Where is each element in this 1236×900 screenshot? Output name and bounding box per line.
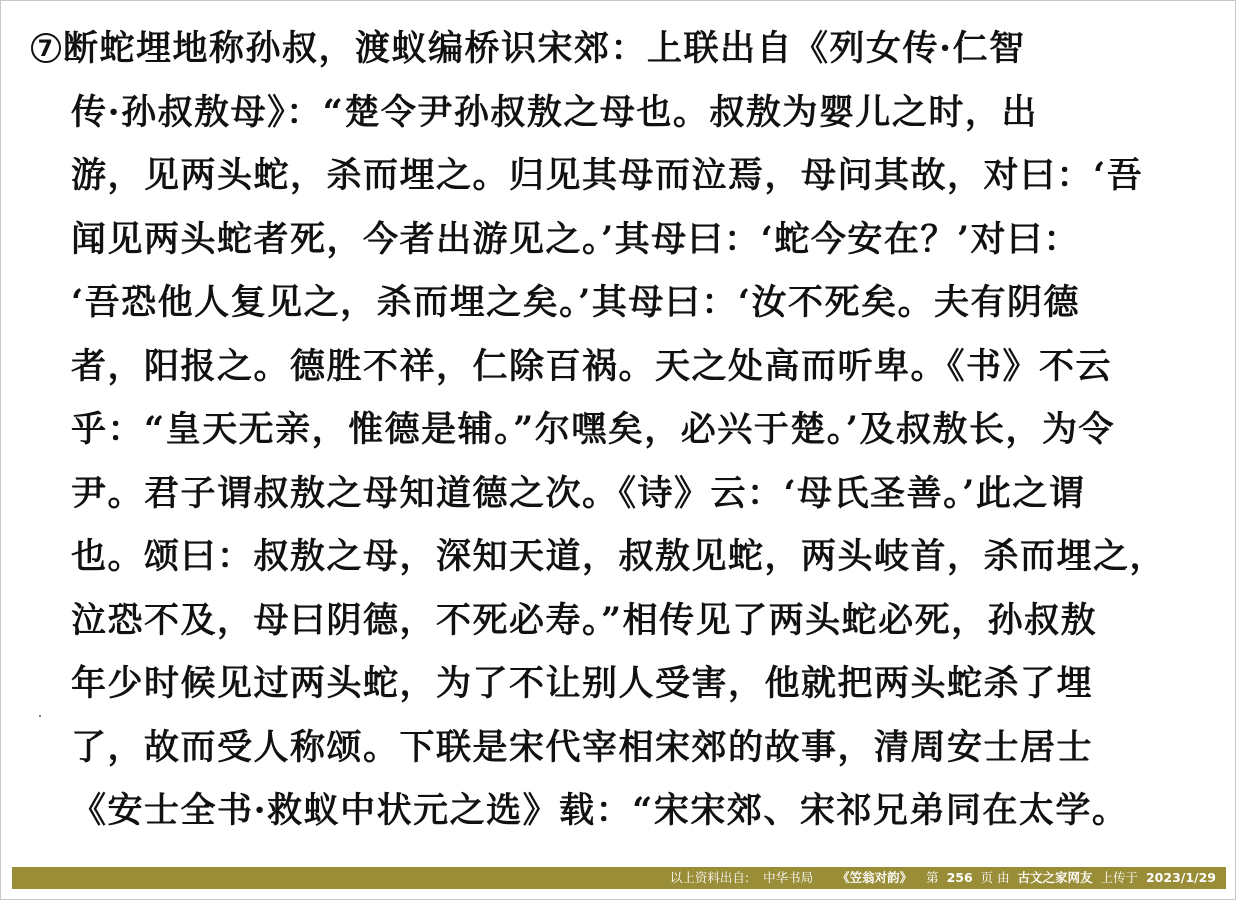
text-line-2: 传·孙叔敖母》：“楚令尹孙叔敖之母也。叔敖为婴儿之时，出 bbox=[71, 91, 1038, 133]
text-line-7: 乎：“皇天无亲，惟德是辅。”尔嘿矣，必兴于楚。’及叔敖长，为令 bbox=[71, 409, 1115, 450]
text-line-3: 游，见两头蛇，杀而埋之。归见其母而泣焉，母问其故，对曰：‘吾 bbox=[71, 155, 1144, 196]
text-line-4: 闻见两头蛇者死，今者出游见之。’其母曰：‘蛇今安在？’对曰： bbox=[71, 218, 1081, 260]
text-line-11: 年少时候见过两头蛇，为了不让别人受害，他就把两头蛇杀了埋 bbox=[71, 663, 1094, 704]
source-book: 《笠翁对韵》 bbox=[837, 870, 913, 885]
text-line-10: 泣恐不及，母曰阴德，不死必寿。”相传见了两头蛇必死，孙叔敖 bbox=[71, 599, 1098, 641]
source-date: 2023/1/29 bbox=[1145, 870, 1216, 885]
scan-speck bbox=[39, 715, 41, 717]
text-line-1 bbox=[31, 17, 1111, 81]
text-line-6: 者，阳报之。德胜不祥，仁除百祸。天之处高而听卑。《书》不云 bbox=[71, 345, 1113, 387]
text-line-13: 《安士全书·救蚁中状元之选》载：“宋宋郊、宋祁兄弟同在太学。 bbox=[71, 790, 1129, 831]
source-upload-label: 上传于 bbox=[1100, 870, 1139, 885]
text-line-8: 尹。君子谓叔敖之母知道德之次。《诗》云：‘母氏圣善。’此之谓 bbox=[71, 472, 1086, 514]
source-attribution-bar bbox=[12, 867, 1226, 889]
footnote-marker: 7 bbox=[31, 33, 61, 63]
text-line-12: 了，故而受人称颂。下联是宋代宰相宋郊的故事，清周安士居士 bbox=[71, 726, 1094, 768]
source-uploader: 古文之家网友 bbox=[1017, 870, 1093, 885]
text-line-5: ‘吾恐他人复见之，杀而埋之矣。’其母曰：‘汝不死矣。夫有阴德 bbox=[71, 282, 1081, 323]
source-prefix: 以上资料出自: bbox=[669, 870, 750, 885]
source-page-unit: 页 由 bbox=[980, 870, 1010, 885]
document-body bbox=[31, 17, 1167, 843]
source-page-number: 256 bbox=[946, 870, 973, 885]
text-line-1-content: 断蛇埋地称孙叔，渡蚁编桥识宋郊：上联出自《列女传·仁智 bbox=[63, 28, 1026, 69]
source-publisher: 中华书局 bbox=[763, 870, 814, 885]
text-line-9: 也。颂曰：叔敖之母，深知天道，叔敖见蛇，两头岐首，杀而埋之， bbox=[71, 536, 1167, 577]
source-page-label: 第 bbox=[926, 870, 939, 885]
